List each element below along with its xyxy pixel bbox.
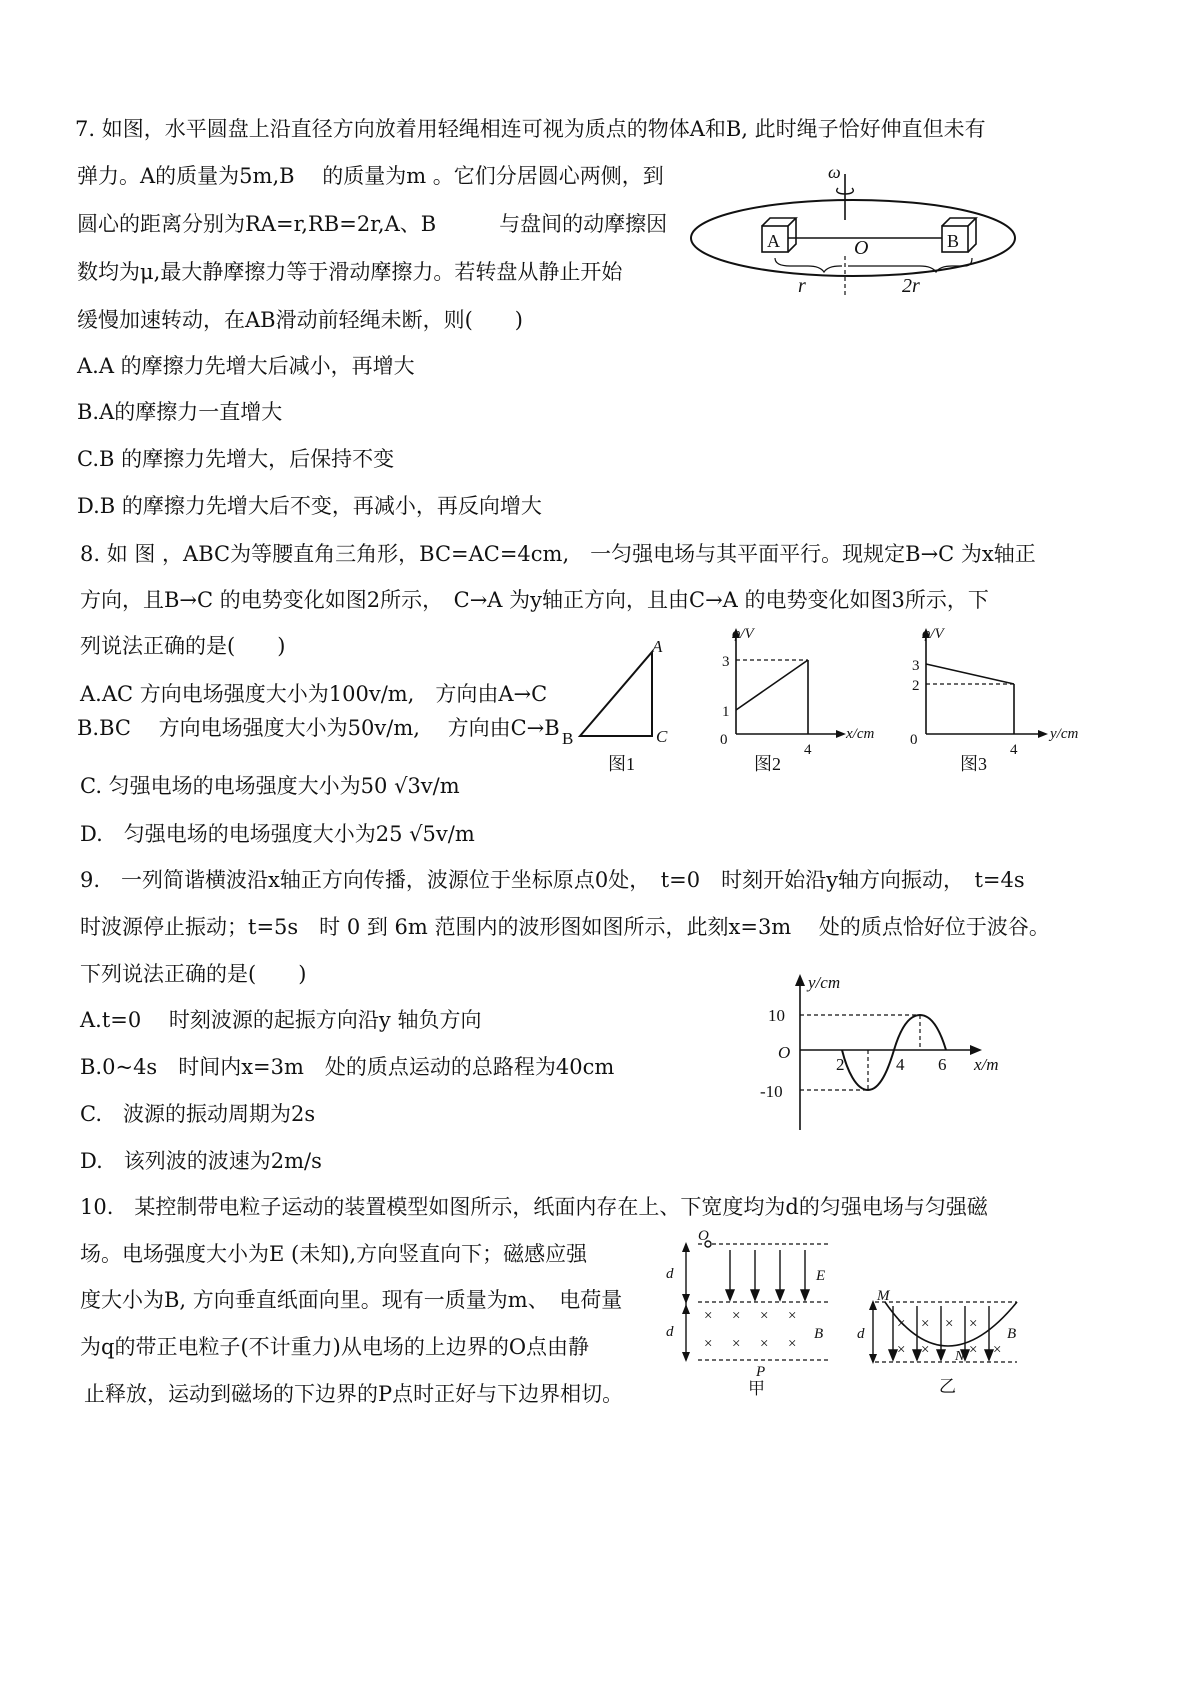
- q8-stem-line-2: 方向，且B→C 的电势变化如图2所示， C→A 为y轴正方向，且由C→A 的电势变化如图3所示，下: [80, 588, 989, 612]
- q7-option-c: C.B 的摩擦力先增大，后保持不变: [77, 447, 395, 471]
- block-a-label: A: [767, 231, 780, 251]
- q9-stem-line-2: 时波源停止振动；t=5s 时 0 到 6m 范围内的波形图如图所示，此刻x=3m 处的质点恰好位于波谷。: [80, 915, 1050, 939]
- jia-d1-label: d: [666, 1266, 674, 1282]
- svg-text:×: ×: [732, 1308, 741, 1324]
- fig3-x-end: 4: [1010, 742, 1018, 758]
- q9-wave-figure: [752, 960, 1052, 1140]
- svg-text:×: ×: [704, 1308, 713, 1324]
- q7-stem-line-2: 弹力。A的质量为5m,B 的质量为m 。它们分居圆心两侧，到: [77, 164, 664, 188]
- fig2-x-end: 4: [804, 742, 812, 758]
- svg-text:×: ×: [969, 1316, 978, 1332]
- jia-p-label: P: [756, 1364, 766, 1380]
- svg-text:×: ×: [760, 1336, 769, 1352]
- jia-caption: 甲: [748, 1379, 765, 1398]
- svg-text:×: ×: [897, 1316, 906, 1332]
- vertex-c-label: C: [656, 727, 668, 746]
- jia-o-label: O: [698, 1228, 709, 1244]
- q10-stem-line-3: 度大小为B, 方向垂直纸面向里。现有一质量为m、 电荷量: [80, 1288, 623, 1312]
- jia-b-label: B: [814, 1326, 824, 1342]
- jia-d2-label: d: [666, 1324, 674, 1340]
- q7-stem-line-3: 圆心的距离分别为RA=r,RB=2r,A、B 与盘间的动摩擦因: [77, 212, 668, 236]
- svg-text:×: ×: [704, 1336, 713, 1352]
- q8-option-c: C. 匀强电场的电场强度大小为50 √3v/m: [80, 774, 460, 798]
- yi-b-label: B: [1007, 1326, 1017, 1342]
- fig2-caption: 图2: [754, 754, 781, 774]
- q8-stem-line-1: 8. 如 图 ，ABC为等腰直角三角形，BC=AC=4cm, 一匀强电场与其平面平行。现规定B→C 为x轴正: [80, 542, 1036, 566]
- q7-stem-line-1: 7. 如图，水平圆盘上沿直径方向放着用轻绳相连可视为质点的物体A和B, 此时绳子恰好伸直但未有: [75, 117, 986, 141]
- wave-x6: 6: [938, 1055, 947, 1074]
- q7-option-d: D.B 的摩擦力先增大后不变，再减小，再反向增大: [77, 494, 542, 518]
- wave-origin: O: [778, 1043, 791, 1062]
- q8-option-a: A.AC 方向电场强度大小为100v/m, 方向由A→C: [80, 682, 548, 706]
- q7-stem-line-5: 缓慢加速转动，在AB滑动前轻绳未断，则( ): [77, 308, 523, 332]
- q8-fig3-potential-y: [898, 616, 1098, 776]
- wave-ymin: -10: [760, 1082, 783, 1101]
- q9-option-a: A.t=0 时刻波源的起振方向沿y 轴负方向: [80, 1008, 482, 1032]
- fig1-caption: 图1: [608, 754, 635, 774]
- q7-option-a: A.A 的摩擦力先增大后减小，再增大: [77, 354, 415, 378]
- q10-stem-line-4: 为q的带正电粒子(不计重力)从电场的上边界的O点由静: [80, 1335, 590, 1359]
- fig2-origin: 0: [720, 732, 728, 748]
- fig2-y-start: 1: [722, 704, 730, 720]
- fig3-xlabel: y/cm: [1050, 726, 1079, 742]
- jia-e-label: E: [816, 1268, 826, 1284]
- dist-r-label: r: [798, 275, 806, 297]
- q8-fig1-triangle: [560, 638, 680, 778]
- yi-caption: 乙: [939, 1377, 956, 1396]
- fig3-ylabel: φ/V: [922, 626, 944, 642]
- svg-text:×: ×: [945, 1316, 954, 1332]
- q9-stem-line-3: 下列说法正确的是( ): [80, 962, 307, 986]
- q8-stem-line-3: 列说法正确的是( ): [80, 634, 286, 658]
- center-o-label: O: [854, 237, 869, 259]
- yi-m-label: M: [877, 1288, 890, 1304]
- wave-xlabel: x/m: [974, 1055, 999, 1074]
- yi-n-label: N: [955, 1349, 965, 1364]
- fig2-ylabel: φ/V: [732, 626, 754, 642]
- svg-text:×: ×: [897, 1342, 906, 1358]
- q9-stem-line-1: 9. 一列简谐横波沿x轴正方向传播，波源位于坐标原点0处， t=0 时刻开始沿y轴方向振动， t=4s: [80, 868, 1025, 892]
- block-b-label: B: [947, 231, 960, 251]
- svg-text:×: ×: [921, 1316, 930, 1332]
- omega-label: ω: [828, 162, 841, 182]
- q10-stem-line-5: 止释放，运动到磁场的下边界的P点时正好与下边界相切。: [84, 1382, 624, 1406]
- svg-text:×: ×: [788, 1308, 797, 1324]
- fig3-caption: 图3: [960, 754, 987, 774]
- svg-text:×: ×: [993, 1342, 1002, 1358]
- dist-2r-label: 2r: [902, 275, 920, 297]
- q7-stem-line-4: 数均为μ,最大静摩擦力等于滑动摩擦力。若转盘从静止开始: [77, 260, 623, 284]
- yi-d-label: d: [857, 1326, 865, 1342]
- vertex-b-label: B: [562, 729, 574, 748]
- fig3-origin: 0: [910, 732, 918, 748]
- q9-option-b: B.0~4s 时间内x=3m 处的质点运动的总路程为40cm: [80, 1055, 615, 1079]
- q7-turntable-figure: [680, 158, 1025, 308]
- q10-stem-line-1: 10. 某控制带电粒子运动的装置模型如图所示，纸面内存在上、下宽度均为d的匀强电场与匀强磁: [80, 1195, 988, 1219]
- wave-x4: 4: [896, 1055, 905, 1074]
- fig3-y-end: 2: [912, 678, 920, 694]
- q9-option-c: C. 波源的振动周期为2s: [80, 1102, 316, 1126]
- q10-figure-yi: [855, 1286, 1035, 1398]
- wave-x2: 2: [836, 1055, 845, 1074]
- q8-option-b: B.BC 方向电场强度大小为50v/m, 方向由C→B: [77, 716, 560, 740]
- svg-text:×: ×: [921, 1342, 930, 1358]
- wave-ylabel: y/cm: [808, 973, 841, 992]
- q10-stem-line-2: 场。电场强度大小为E (未知),方向竖直向下；磁感应强: [80, 1242, 588, 1266]
- q10-figure-jia: [660, 1228, 850, 1398]
- wave-ymax: 10: [768, 1006, 785, 1025]
- svg-text:×: ×: [732, 1336, 741, 1352]
- fig2-xlabel: x/cm: [846, 726, 875, 742]
- q9-option-d: D. 该列波的波速为2m/s: [80, 1149, 322, 1173]
- q8-fig2-potential-x: [708, 616, 888, 776]
- q8-option-d: D. 匀强电场的电场强度大小为25 √5v/m: [80, 822, 475, 846]
- vertex-a-label: A: [652, 637, 663, 656]
- svg-text:×: ×: [788, 1336, 797, 1352]
- svg-text:×: ×: [760, 1308, 769, 1324]
- fig3-y-start: 3: [912, 658, 920, 674]
- fig2-y-end: 3: [722, 654, 730, 670]
- q7-option-b: B.A的摩擦力一直增大: [77, 400, 283, 424]
- svg-text:×: ×: [969, 1342, 978, 1358]
